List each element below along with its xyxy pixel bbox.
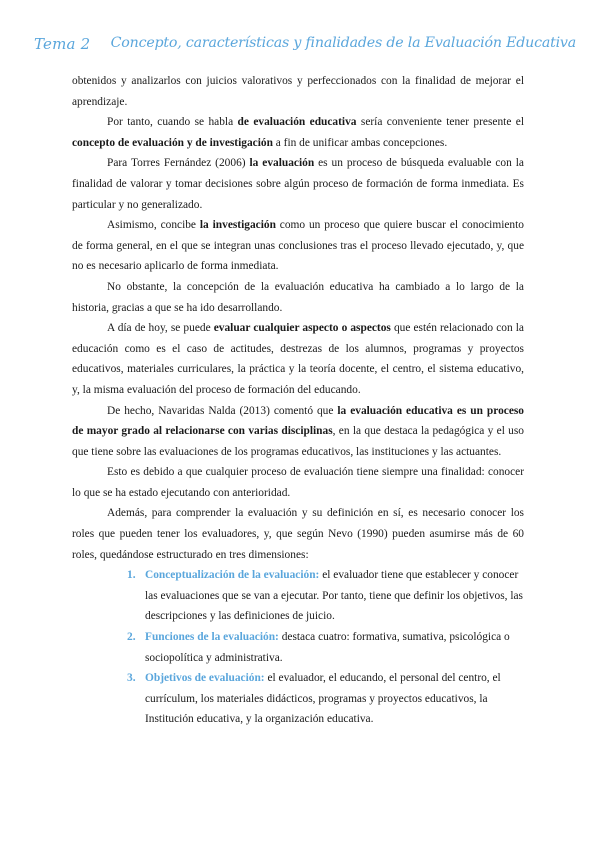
text-run: Para Torres Fernández (2006) <box>107 157 250 170</box>
text-run: Asimismo, concibe <box>107 219 200 232</box>
text-run: a fin de unificar ambas concepciones. <box>272 136 448 149</box>
list-item-label: Funciones de la evaluación: <box>145 631 279 644</box>
list-item-text: destaca cuatro: formativa, sumativa, psicológica o sociopolítica y administrativa. <box>145 631 510 664</box>
chapter-title: Concepto, características y finalidades de la Evaluación Educativa <box>110 35 576 51</box>
paragraph <box>72 153 524 215</box>
text-run: A día de hoy, se puede <box>107 322 214 335</box>
list-item <box>127 565 524 627</box>
list-item-text: el evaluador, el educando, el personal del centro, el currículum, los materiales didácticos, programas y proyectos educativos, la Institución educativa, y la organización educativa. <box>145 672 501 726</box>
paragraph <box>72 112 524 153</box>
list-item <box>127 627 524 668</box>
document-body <box>72 71 524 730</box>
text-run: que estén relacionado con la educación como es el caso de actitudes, destrezas de los alumnos, programas y proyectos educativos, materiales curriculares, la práctica y la teoría docente, el centro, el sistema educativo, y, la misma evaluación del proceso de formación del educando. <box>72 322 524 396</box>
paragraph <box>72 401 524 463</box>
paragraph <box>72 215 524 277</box>
list-item-label: Conceptualización de la evaluación: <box>145 569 320 582</box>
text-run: , en la que destaca la pedagógica y el uso que tiene sobre las evaluaciones de los programas educativos, las instituciones y las actuantes. <box>72 425 525 458</box>
list-item-label: Objetivos de evaluación: <box>145 672 265 685</box>
text-run: Por tanto, cuando se habla <box>107 116 238 129</box>
topic-label: Tema 2 <box>34 35 91 53</box>
list-item-text: el evaluador tiene que establecer y conocer las evaluaciones que se van a ejecutar. Por tanto, tiene que definir los objetivos, las descripciones y las definiciones de juicio. <box>145 569 523 623</box>
bold-term: la evaluación educativa es un proceso de mayor grado al relacionarse con varias disciplinas <box>72 404 524 438</box>
text-run: sería conveniente tener presente el <box>356 116 524 129</box>
page-header <box>0 0 600 60</box>
text-run: como un proceso que quiere buscar el conocimiento de forma general, en el que se integran unas conclusiones tras el proceso llevado ejecutado, y, que no es necesario aplicarlo de forma inmediata. <box>72 219 524 273</box>
paragraph: Además, para comprender la evaluación y su definición en sí, es necesario conocer los roles que pueden tener los evaluadores, y, que según Nevo (1990) pueden asumirse más de 60 roles, quedándose estructurado en tres dimensiones: <box>72 507 524 561</box>
bold-term: concepto de evaluación y de investigación <box>72 136 273 149</box>
list-item <box>127 668 524 730</box>
bold-term: evaluar cualquier aspecto o aspectos <box>213 322 391 335</box>
bold-term: la evaluación <box>249 157 315 170</box>
paragraph <box>72 318 524 400</box>
paragraph: obtenidos y analizarlos con juicios valorativos y perfeccionados con la finalidad de mejorar el aprendizaje. <box>72 75 524 108</box>
list-number: 2. <box>127 631 136 644</box>
list-number: 3. <box>127 672 136 685</box>
paragraph: No obstante, la concepción de la evaluación educativa ha cambiado a lo largo de la historia, gracias a que se ha ido desarrollando. <box>72 280 524 314</box>
paragraph: Esto es debido a que cualquier proceso de evaluación tiene siempre una finalidad: conocer lo que se ha estado ejecutando con anterioridad. <box>72 466 524 499</box>
text-run: De hecho, Navaridas Nalda (2013) comentó que <box>107 404 338 417</box>
list-number: 1. <box>127 569 136 582</box>
bold-term: de evaluación educativa <box>237 116 357 129</box>
dimensions-list <box>72 565 524 730</box>
bold-term: la investigación <box>199 219 276 232</box>
text-run: es un proceso de búsqueda evaluable con la finalidad de valorar y tomar decisiones sobre algún proceso de formación de forma inmediata. Es particular y no generalizado. <box>72 157 524 211</box>
